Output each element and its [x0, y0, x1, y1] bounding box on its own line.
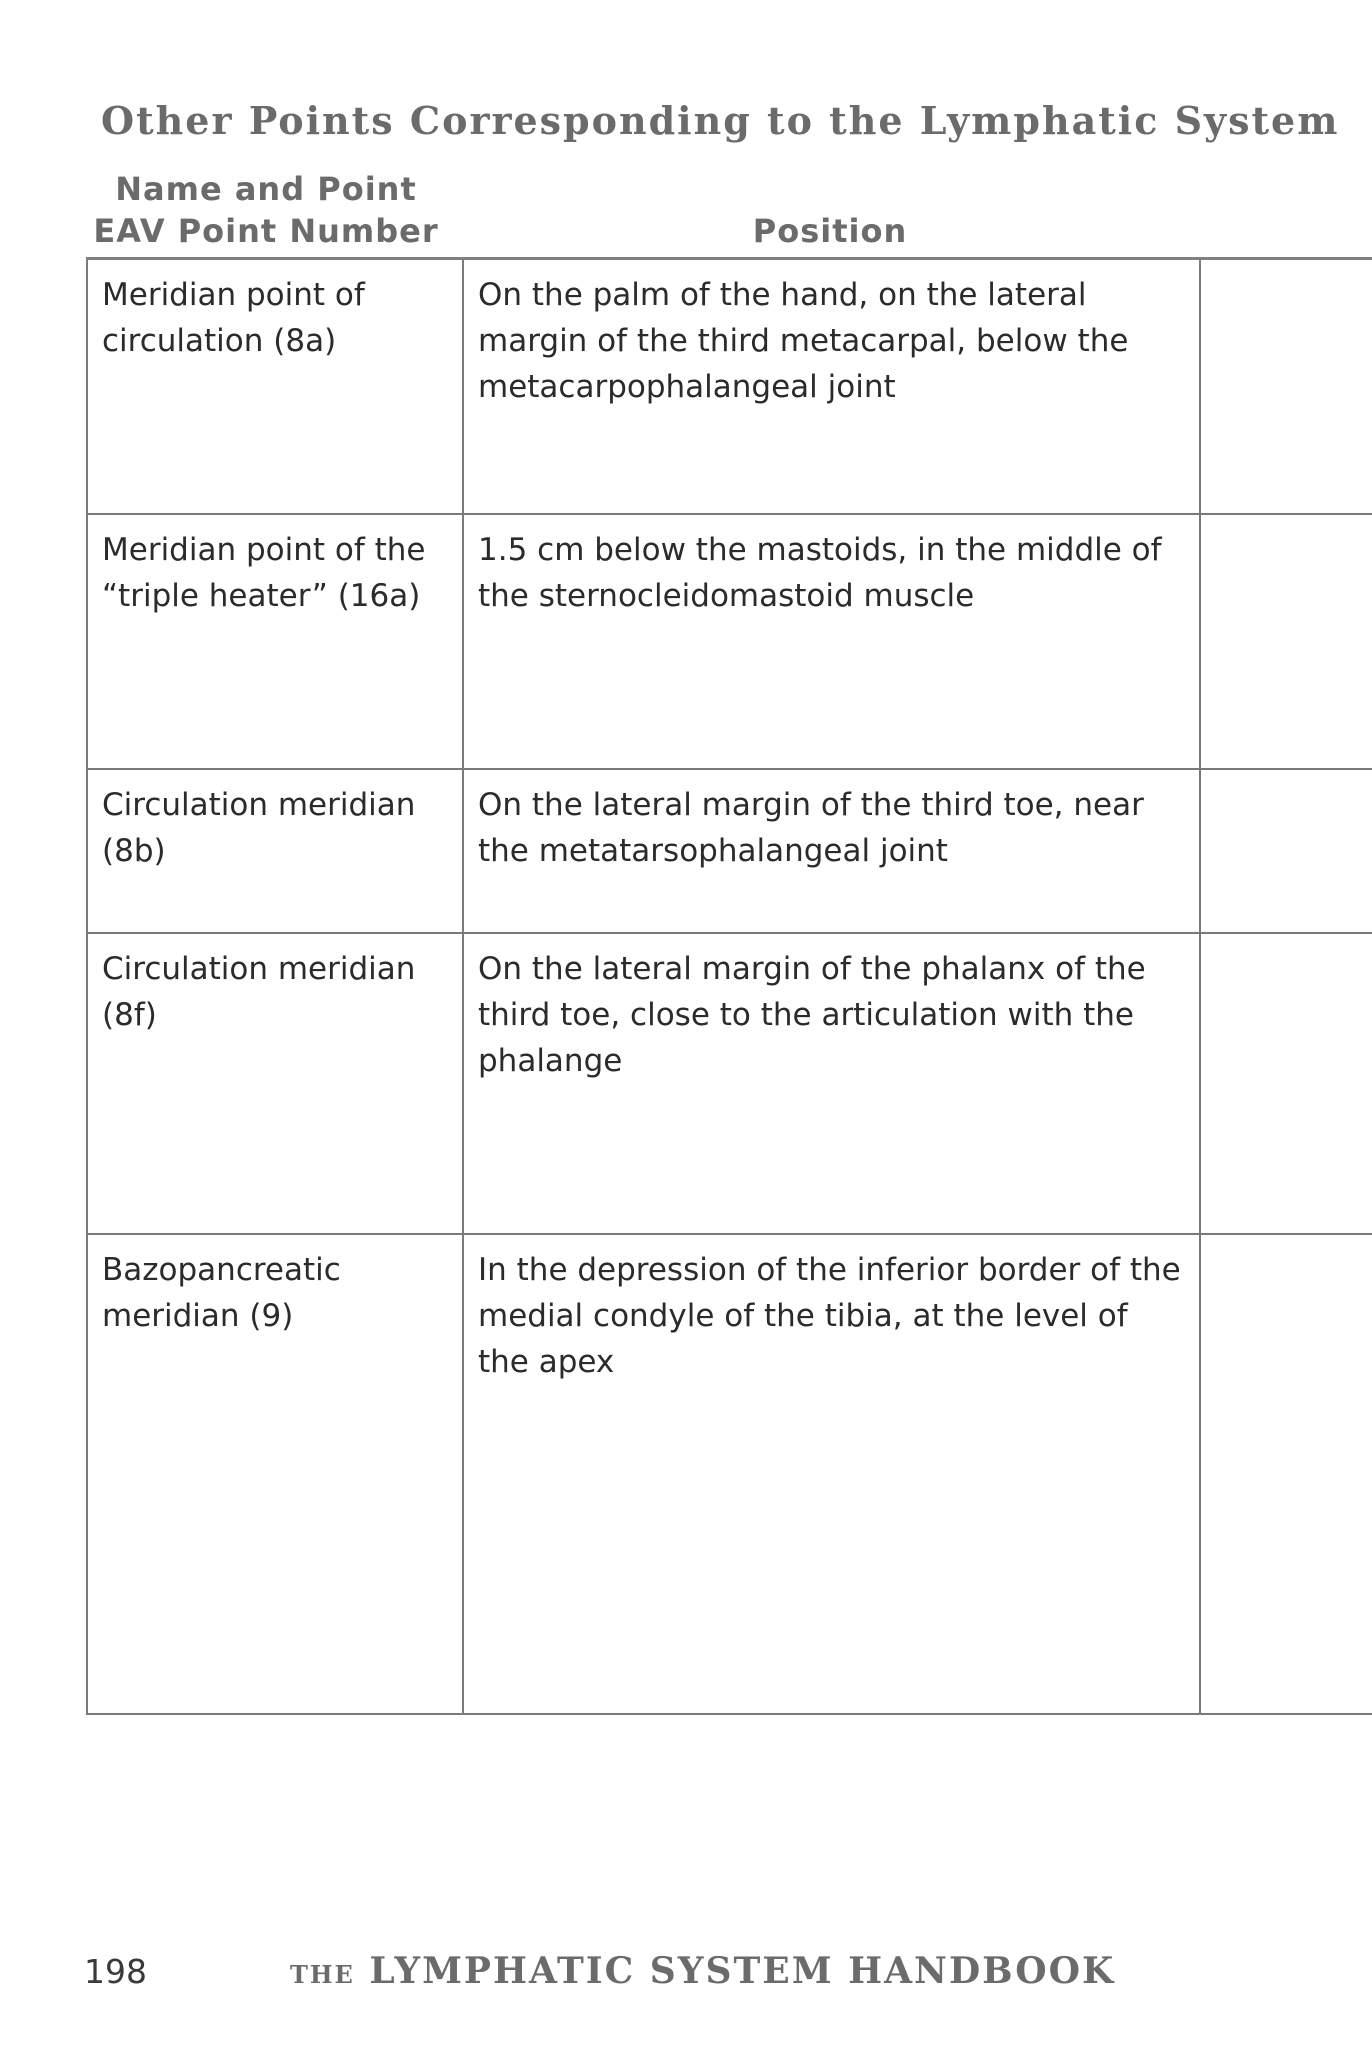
point-name-cell: Meridian point of the “triple heater” (16a) [88, 515, 464, 768]
page-number: 198 [84, 1952, 147, 1991]
points-table [86, 260, 1372, 1715]
page-title: Other Points Corresponding to the Lymphatic System [101, 98, 1340, 143]
point-position-cell: On the palm of the hand, on the lateral margin of the third metacarpal, below the metacarpophalangeal joint [464, 260, 1201, 513]
point-name-cell: Bazopancreatic meridian (9) [88, 1235, 464, 1713]
column-header-name-line2: EAV Point Number [93, 212, 439, 250]
column-header-name [86, 168, 446, 252]
table-row [88, 260, 1372, 515]
point-position-cell: On the lateral margin of the phalanx of the third toe, close to the articulation with the phalange [464, 934, 1201, 1233]
running-footer [290, 1950, 1115, 1992]
table-row [88, 515, 1372, 770]
table-row [88, 934, 1372, 1235]
column-header-position: Position [752, 212, 908, 250]
blank-cell [1201, 934, 1372, 1233]
column-header-name-line1: Name and Point [115, 170, 417, 208]
running-footer-title: LYMPHATIC SYSTEM HANDBOOK [369, 1950, 1116, 1992]
table-row [88, 1235, 1372, 1713]
point-position-cell: 1.5 cm below the mastoids, in the middle of the sternocleidomastoid muscle [464, 515, 1201, 768]
point-name-cell: Circulation meridian (8b) [88, 770, 464, 932]
table-row [88, 770, 1372, 934]
point-name-cell: Circulation meridian (8f) [88, 934, 464, 1233]
blank-cell [1201, 260, 1372, 513]
point-name-cell: Meridian point of circulation (8a) [88, 260, 464, 513]
blank-cell [1201, 515, 1372, 768]
point-position-cell: In the depression of the inferior border of the medial condyle of the tibia, at the level of the apex [464, 1235, 1201, 1713]
blank-cell [1201, 1235, 1372, 1713]
running-footer-prefix: THE [290, 1960, 355, 1989]
blank-cell [1201, 770, 1372, 932]
point-position-cell: On the lateral margin of the third toe, near the metatarsophalangeal joint [464, 770, 1201, 932]
